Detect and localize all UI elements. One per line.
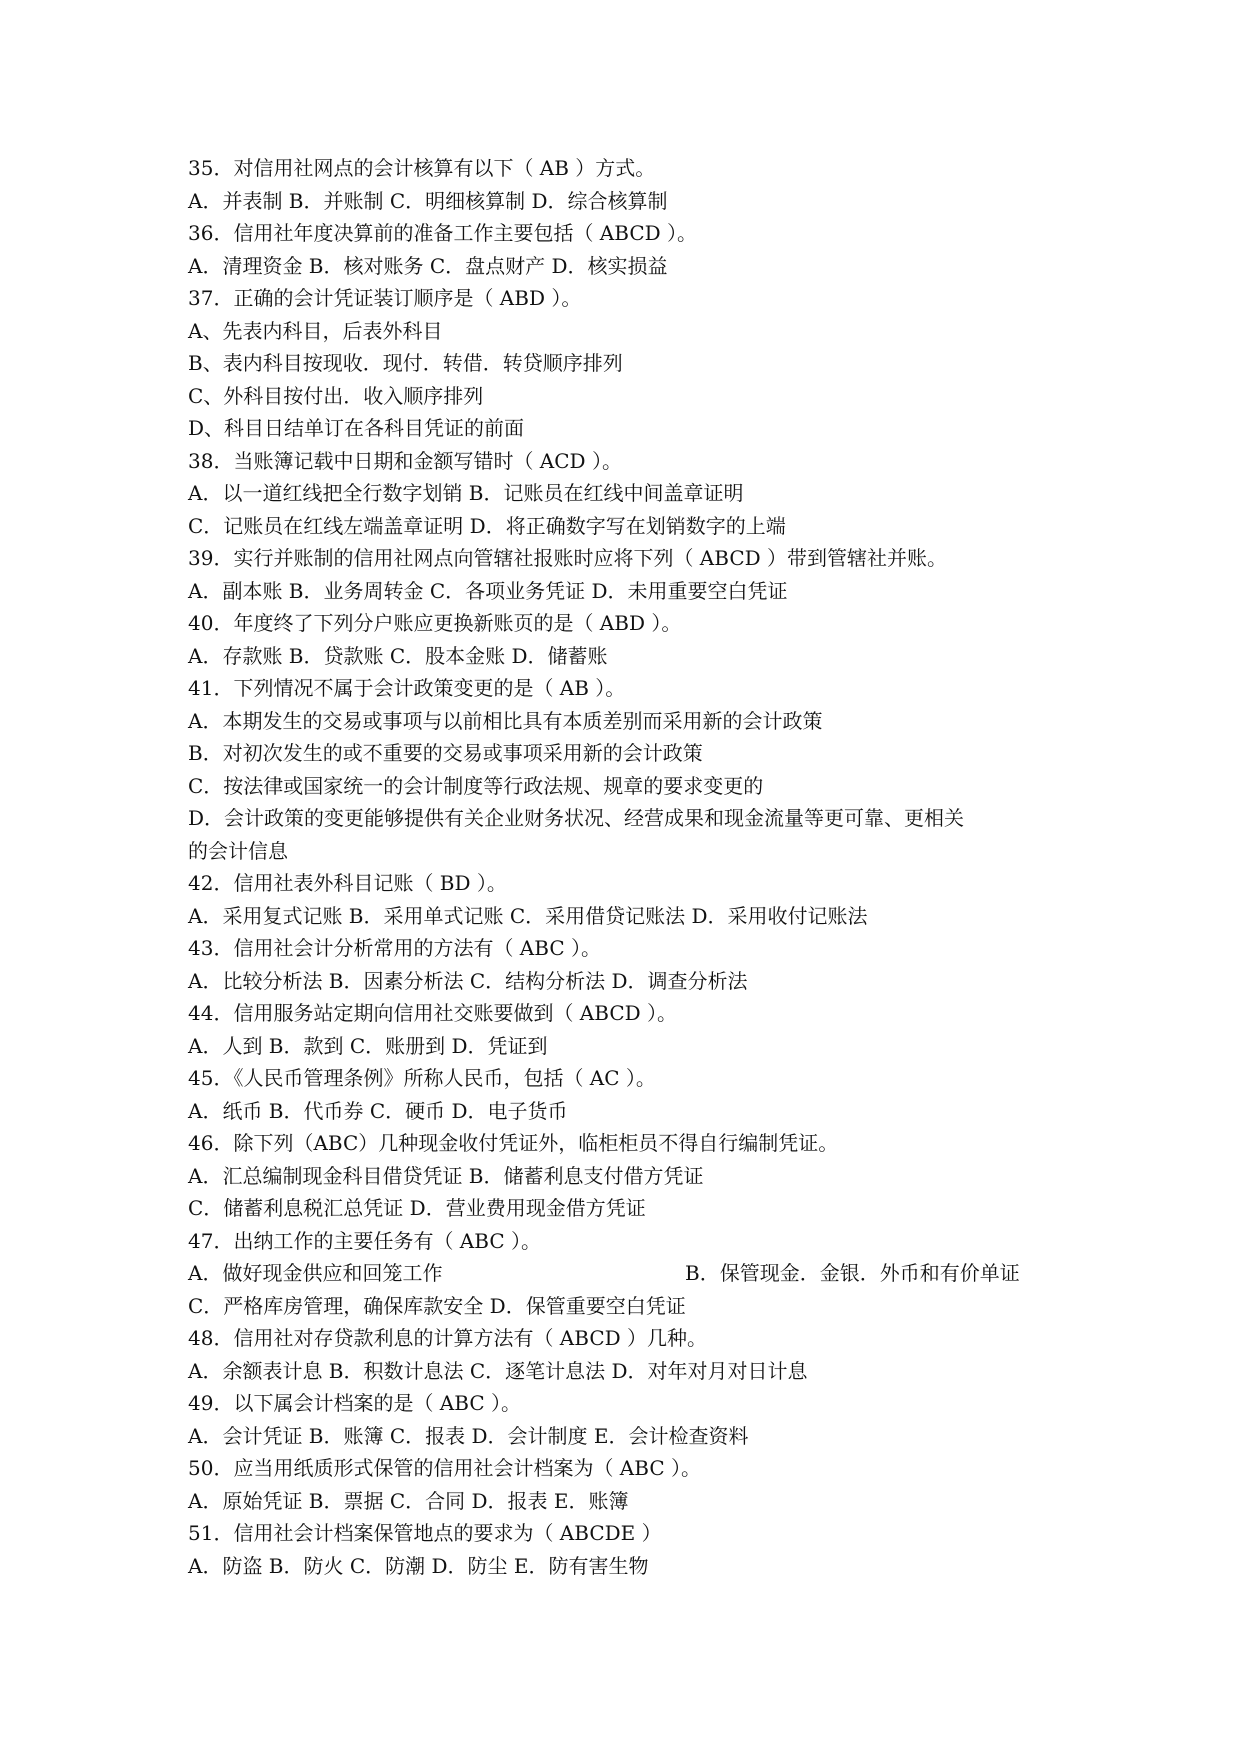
options-38-ab: A．以一道红线把全行数字划销 B．记账员在红线中间盖章证明 (188, 481, 744, 505)
options-44: A．人到 B．款到 C．账册到 D．凭证到 (188, 1033, 548, 1058)
question-35: 35．对信用社网点的会计核算有以下（ AB ）方式。 (188, 156, 656, 180)
option-47-a: A．做好现金供应和回笼工作 (188, 1261, 443, 1285)
option-41-d-continued: 的会计信息 (188, 838, 288, 863)
question-44: 44．信用服务站定期向信用社交账要做到（ ABCD ）。 (188, 1001, 678, 1025)
option-41-a: A．本期发生的交易或事项与以前相比具有本质差别而采用新的会计政策 (188, 708, 823, 733)
options-36: A．清理资金 B．核对账务 C．盘点财产 D．核实损益 (188, 253, 668, 278)
options-40: A．存款账 B．贷款账 C．股本金账 D．储蓄账 (188, 643, 608, 668)
question-43: 43．信用社会计分析常用的方法有（ ABC ）。 (188, 936, 601, 960)
option-37-a: A、先表内科目，后表外科目 (188, 318, 443, 343)
options-49: A．会计凭证 B．账簿 C．报表 D．会计制度 E．会计检查资料 (188, 1423, 749, 1448)
option-37-b: B、表内科目按现收．现付．转借．转贷顺序排列 (188, 351, 623, 375)
options-48: A．余额表计息 B．积数计息法 C．逐笔计息法 D．对年对月对日计息 (188, 1358, 808, 1383)
options-51: A．防盗 B．防火 C．防潮 D．防尘 E．防有害生物 (188, 1553, 649, 1578)
question-49: 49．以下属会计档案的是（ ABC ）。 (188, 1391, 521, 1415)
option-37-d: D、科目日结单订在各科目凭证的前面 (188, 416, 525, 440)
options-35: A．并表制 B．并账制 C．明细核算制 D．综合核算制 (188, 188, 668, 213)
question-41: 41．下列情况不属于会计政策变更的是（ AB ）。 (188, 676, 626, 700)
question-37: 37．正确的会计凭证装订顺序是（ ABD ）。 (188, 286, 582, 310)
option-37-c: C、外科目按付出．收入顺序排列 (188, 383, 484, 408)
options-43: A．比较分析法 B．因素分析法 C．结构分析法 D．调查分析法 (188, 968, 748, 993)
option-47-b: B．保管现金．金银．外币和有价单证 (685, 1261, 1020, 1285)
question-51: 51．信用社会计档案保管地点的要求为（ ABCDE ） (188, 1521, 662, 1545)
options-42: A．采用复式记账 B．采用单式记账 C．采用借贷记账法 D．采用收付记账法 (188, 903, 868, 928)
options-38-cd: C．记账员在红线左端盖章证明 D．将正确数字写在划销数字的上端 (188, 513, 786, 538)
question-39: 39．实行并账制的信用社网点向管辖社报账时应将下列（ ABCD ）带到管辖社并账。 (188, 546, 948, 570)
options-47-ab (188, 1257, 1068, 1290)
question-47: 47．出纳工作的主要任务有（ ABC ）。 (188, 1228, 541, 1253)
question-48: 48．信用社对存贷款利息的计算方法有（ ABCD ）几种。 (188, 1326, 708, 1350)
question-45: 45．《人民币管理条例》所称人民币，包括（ AC ）。 (188, 1066, 656, 1090)
question-36: 36．信用社年度决算前的准备工作主要包括（ ABCD ）。 (188, 221, 698, 245)
options-47-cd: C．严格库房管理，确保库款安全 D．保管重要空白凭证 (188, 1293, 686, 1318)
question-42: 42．信用社表外科目记账（ BD ）。 (188, 871, 507, 895)
question-40: 40．年度终了下列分户账应更换新账页的是（ ABD ）。 (188, 611, 682, 635)
options-46-cd: C．储蓄利息税汇总凭证 D．营业费用现金借方凭证 (188, 1196, 646, 1220)
option-41-d: D．会计政策的变更能够提供有关企业财务状况、经营成果和现金流量等更可靠、更相关 (188, 806, 965, 830)
question-46: 46．除下列（ABC）几种现金收付凭证外，临柜柜员不得自行编制凭证。 (188, 1131, 839, 1155)
document-page (188, 152, 1068, 1582)
option-41-c: C．按法律或国家统一的会计制度等行政法规、规章的要求变更的 (188, 773, 764, 798)
options-50: A．原始凭证 B．票据 C．合同 D．报表 E．账簿 (188, 1488, 629, 1513)
question-38: 38．当账簿记载中日期和金额写错时（ ACD ）。 (188, 448, 622, 473)
options-46-ab: A．汇总编制现金科目借贷凭证 B．储蓄利息支付借方凭证 (188, 1163, 704, 1188)
option-41-b: B．对初次发生的或不重要的交易或事项采用新的会计政策 (188, 741, 703, 765)
options-39: A．副本账 B．业务周转金 C．各项业务凭证 D．未用重要空白凭证 (188, 578, 788, 603)
question-50: 50．应当用纸质形式保管的信用社会计档案为（ ABC ）。 (188, 1456, 701, 1480)
options-45: A．纸币 B．代币券 C．硬币 D．电子货币 (188, 1098, 568, 1123)
